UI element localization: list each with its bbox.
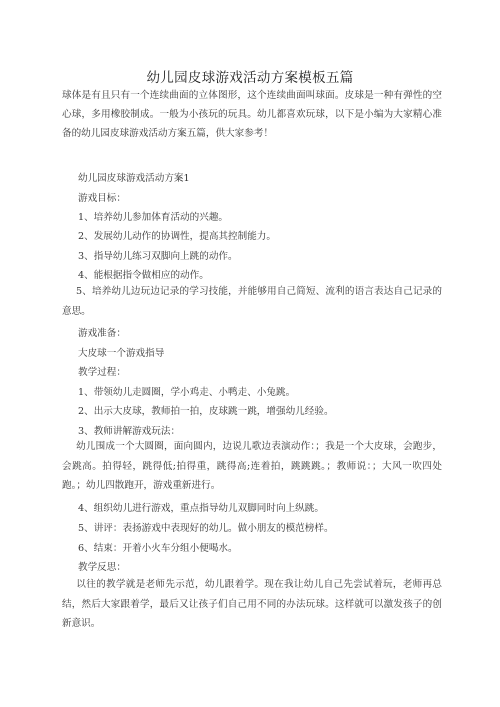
document-title: 幼儿园皮球游戏活动方案模板五篇 [146,70,354,86]
goal-item: 4、能根据指令做相应的动作。 [78,270,209,281]
rules-paragraph [62,437,442,496]
step-item: 3、教师讲解游戏玩法： [78,426,181,437]
reflection-text: 以往的教学就是老师先示范，幼儿跟着学。现在我让幼儿自己先尝试着玩，老师再总结，然后大家跟着学，最后又让孩子们自己用不同的办法玩球。这样就可以激发孩子的创新意识。 [62,579,442,629]
section-title: 幼儿园皮球游戏活动方案1 [78,173,190,184]
goal-item: 2、发展幼儿动作的协调性，提高其控制能力。 [78,231,276,242]
reflection-paragraph [62,575,442,634]
rules-text: 幼儿围成一个大圆圈，面向圆内，边说儿歌边表演动作：；我是一个大皮球，会跑步，会跳高。拍得轻，跳得低;拍得重，跳得高;连着拍，跳跳跳。；教师说：；大风一吹四处跑。；幼儿四散跑开，游戏重新进行。 [62,441,442,491]
step-item: 2、出示大皮球，教师拍一拍，皮球跳一跳，增强幼儿经验。 [78,406,334,417]
goal-item-text: 5、培养幼儿边玩边记录的学习技能，并能够用自己简短、流利的语言表达自己记录的意思。 [62,286,442,317]
intro-paragraph: 球体是有且只有一个连续曲面的立体图形，这个连续曲面叫球面。皮球是一种有弹性的空心球，多用橡胶制成。一般为小孩玩的玩具。幼儿都喜欢玩球，以下是小编为大家精心准备的幼儿园皮球游戏活动方案五篇，供大家参考！ [62,90,442,139]
goal-item: 1、培养幼儿参加体育活动的兴趣。 [78,212,229,223]
step-item: 6、结束：开着小火车分组小便喝水。 [78,543,238,554]
step-item: 1、带领幼儿走圆圈，学小鸡走、小鸭走、小兔跳。 [78,387,296,398]
prep-items: 大皮球一个游戏指导 [78,348,165,359]
reflection-heading: 教学反思： [78,562,126,573]
goal-item: 3、指导幼儿练习双脚向上跳的动作。 [78,251,238,262]
process-heading: 教学过程： [78,367,126,378]
step-item: 5、讲评：表扬游戏中表现好的幼儿。做小朋友的模范榜样。 [78,523,334,534]
prep-heading: 游戏准备： [78,328,126,339]
goals-heading: 游戏目标： [78,193,126,204]
step-item: 4、组织幼儿进行游戏，重点指导幼儿双脚同时向上纵跳。 [78,503,324,514]
goal-item-long [62,282,442,321]
